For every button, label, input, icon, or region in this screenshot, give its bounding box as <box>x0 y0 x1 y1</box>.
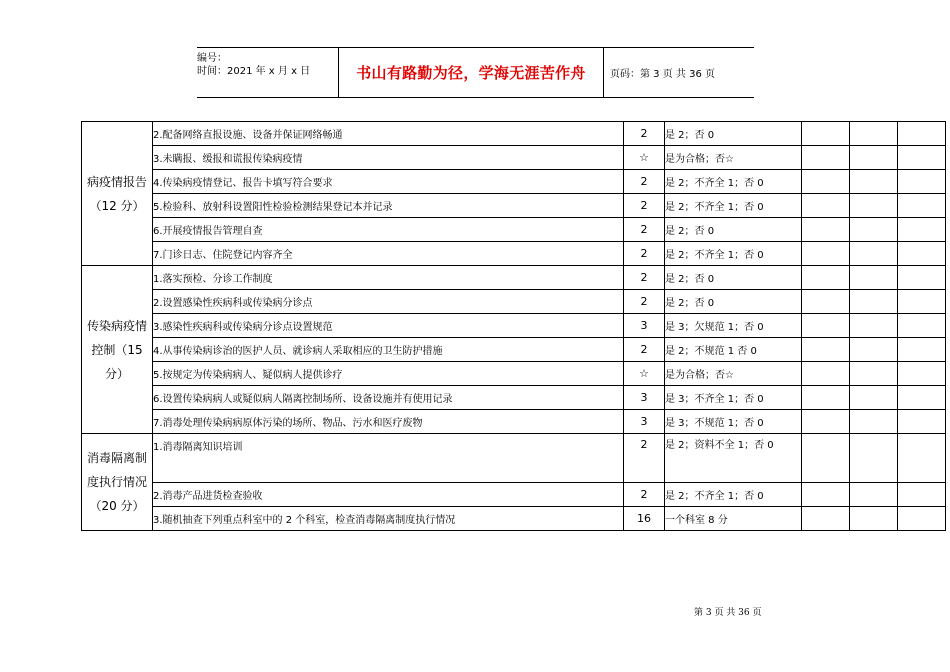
blank-cell <box>850 122 898 146</box>
item-rule: 是 2；不齐全 1；否 0 <box>665 483 802 507</box>
blank-cell <box>898 314 946 338</box>
table-row <box>82 122 946 146</box>
blank-cell <box>898 122 946 146</box>
blank-cell <box>802 410 850 434</box>
item-rule: 是 2；不齐全 1；否 0 <box>665 170 802 194</box>
blank-cell <box>802 314 850 338</box>
table-row <box>82 314 946 338</box>
item-score: 2 <box>624 290 665 314</box>
item-text: 3.随机抽查下列重点科室中的 2 个科室，检查消毒隔离制度执行情况 <box>153 507 624 531</box>
item-text: 2.消毒产品进货检查验收 <box>153 483 624 507</box>
item-score: 2 <box>624 338 665 362</box>
blank-cell <box>850 146 898 170</box>
blank-cell <box>898 434 946 483</box>
blank-cell <box>898 386 946 410</box>
item-score: ☆ <box>624 146 665 170</box>
item-rule: 是 2；否 0 <box>665 290 802 314</box>
item-rule: 是 2；不齐全 1；否 0 <box>665 242 802 266</box>
item-rule: 是 2；否 0 <box>665 218 802 242</box>
table-row <box>82 483 946 507</box>
blank-cell <box>802 483 850 507</box>
blank-cell <box>802 194 850 218</box>
blank-cell <box>898 410 946 434</box>
header-code: 编号： <box>197 53 227 64</box>
blank-cell <box>850 434 898 483</box>
page-footer: 第 3 页 共 36 页 <box>694 608 762 618</box>
blank-cell <box>802 290 850 314</box>
blank-cell <box>802 338 850 362</box>
blank-cell <box>802 362 850 386</box>
item-rule: 是 2；否 0 <box>665 266 802 290</box>
blank-cell <box>850 218 898 242</box>
item-text: 5.检验科、放射科设置阳性检验检测结果登记本并记录 <box>153 194 624 218</box>
blank-cell <box>802 266 850 290</box>
item-score: 3 <box>624 410 665 434</box>
blank-cell <box>850 266 898 290</box>
blank-cell <box>850 194 898 218</box>
blank-cell <box>802 507 850 531</box>
item-text: 1.落实预检、分诊工作制度 <box>153 266 624 290</box>
table-row <box>82 434 946 483</box>
blank-cell <box>850 386 898 410</box>
blank-cell <box>850 483 898 507</box>
item-rule: 是 3；不规范 1；否 0 <box>665 410 802 434</box>
item-rule: 是 2；否 0 <box>665 122 802 146</box>
table-row <box>82 410 946 434</box>
blank-cell <box>850 314 898 338</box>
blank-cell <box>898 218 946 242</box>
item-text: 7.消毒处理传染病病原体污染的场所、物品、污水和医疗废物 <box>153 410 624 434</box>
header-page-number: 页码：第 3 页 共 36 页 <box>610 69 715 80</box>
blank-cell <box>850 338 898 362</box>
blank-cell <box>898 338 946 362</box>
item-rule: 一个科室 8 分 <box>665 507 802 531</box>
blank-cell <box>898 362 946 386</box>
blank-cell <box>898 242 946 266</box>
item-text: 7.门诊日志、住院登记内容齐全 <box>153 242 624 266</box>
blank-cell <box>898 170 946 194</box>
table-row <box>82 218 946 242</box>
item-rule: 是 3；欠规范 1；否 0 <box>665 314 802 338</box>
item-score: 2 <box>624 266 665 290</box>
item-score: 2 <box>624 122 665 146</box>
table-row <box>82 242 946 266</box>
item-score: 3 <box>624 314 665 338</box>
item-text: 5.按规定为传染病病人、疑似病人提供诊疗 <box>153 362 624 386</box>
item-score: 2 <box>624 483 665 507</box>
item-text: 4.从事传染病诊治的医护人员、就诊病人采取相应的卫生防护措施 <box>153 338 624 362</box>
header-motto: 书山有路勤为径，学海无涯苦作舟 <box>339 48 604 97</box>
table-row <box>82 194 946 218</box>
table-row <box>82 338 946 362</box>
inspection-table <box>81 121 946 531</box>
item-text: 2.配备网络直报设施、设备并保证网络畅通 <box>153 122 624 146</box>
blank-cell <box>802 170 850 194</box>
item-rule: 是为合格；否☆ <box>665 362 802 386</box>
blank-cell <box>802 242 850 266</box>
item-score: 2 <box>624 434 665 483</box>
table-row <box>82 362 946 386</box>
item-rule: 是 2；不规范 1 否 0 <box>665 338 802 362</box>
item-text: 2.设置感染性疾病科或传染病分诊点 <box>153 290 624 314</box>
blank-cell <box>898 507 946 531</box>
item-score: 3 <box>624 386 665 410</box>
blank-cell <box>802 218 850 242</box>
blank-cell <box>898 266 946 290</box>
header-meta <box>197 48 339 97</box>
blank-cell <box>850 290 898 314</box>
blank-cell <box>850 410 898 434</box>
item-text: 1.消毒隔离知识培训 <box>153 434 624 483</box>
table-row <box>82 507 946 531</box>
section-title: 病疫情报告（12 分） <box>82 122 153 266</box>
item-text: 4.传染病疫情登记、报告卡填写符合要求 <box>153 170 624 194</box>
page-header <box>197 47 754 98</box>
blank-cell <box>850 362 898 386</box>
blank-cell <box>802 122 850 146</box>
item-score: 2 <box>624 218 665 242</box>
item-score: 2 <box>624 170 665 194</box>
blank-cell <box>898 483 946 507</box>
table-row <box>82 290 946 314</box>
blank-cell <box>850 242 898 266</box>
item-text: 3.感染性疾病科或传染病分诊点设置规范 <box>153 314 624 338</box>
blank-cell <box>802 386 850 410</box>
header-time: 时间：2021 年 x 月 x 日 <box>197 66 311 77</box>
table-row <box>82 146 946 170</box>
section-title: 消毒隔离制度执行情况（20 分） <box>82 434 153 531</box>
item-rule: 是 2；资料不全 1；否 0 <box>665 434 802 483</box>
table-row <box>82 170 946 194</box>
blank-cell <box>898 146 946 170</box>
item-rule: 是 2；不齐全 1；否 0 <box>665 194 802 218</box>
item-text: 3.未瞒报、缓报和谎报传染病疫情 <box>153 146 624 170</box>
table-row <box>82 386 946 410</box>
item-score: 2 <box>624 242 665 266</box>
blank-cell <box>898 194 946 218</box>
item-rule: 是 3；不齐全 1；否 0 <box>665 386 802 410</box>
item-text: 6.开展疫情报告管理自查 <box>153 218 624 242</box>
item-score: 2 <box>624 194 665 218</box>
item-score: ☆ <box>624 362 665 386</box>
item-rule: 是为合格；否☆ <box>665 146 802 170</box>
blank-cell <box>850 507 898 531</box>
section-title: 传染病疫情控制（15 分） <box>82 266 153 434</box>
item-text: 6.设置传染病病人或疑似病人隔离控制场所、设备设施并有使用记录 <box>153 386 624 410</box>
blank-cell <box>850 170 898 194</box>
blank-cell <box>802 146 850 170</box>
table-row <box>82 266 946 290</box>
item-score: 16 <box>624 507 665 531</box>
blank-cell <box>802 434 850 483</box>
blank-cell <box>898 290 946 314</box>
